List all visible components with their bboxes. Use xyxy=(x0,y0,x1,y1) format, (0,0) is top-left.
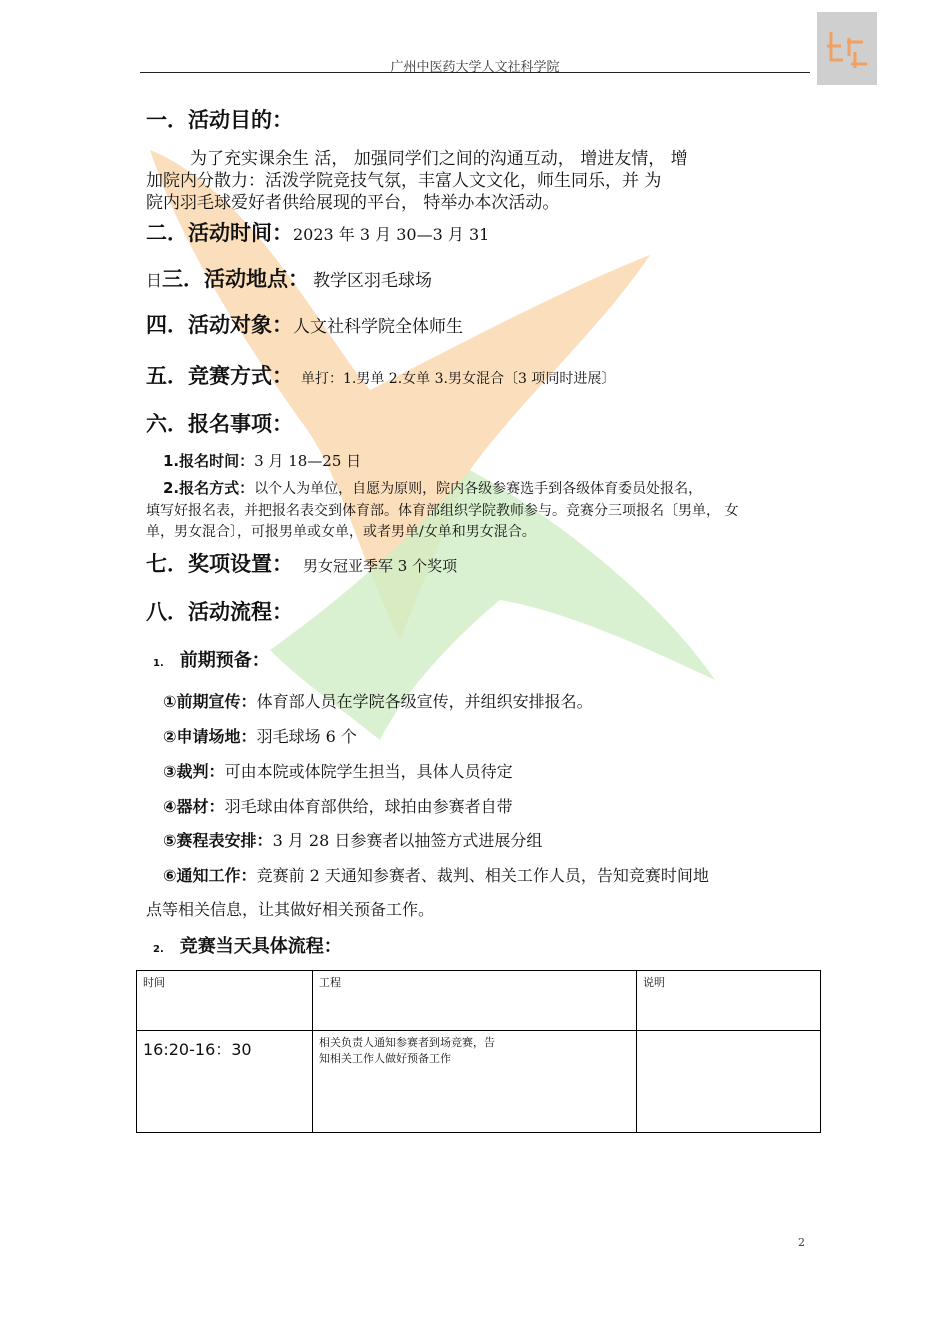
registration-time-value: 3 月 18—25 日 xyxy=(254,452,362,470)
registration-time-label: 1.报名时间： xyxy=(163,452,255,470)
registration-method-line2: 填写好报名表，并把报名表交到体育部。体育部组织学院教师参与。竞赛分三项报名〔男单， 女 xyxy=(146,503,739,519)
table-header-note: 说明 xyxy=(637,971,821,1031)
prep-item-1 xyxy=(163,689,593,712)
time-value-cont: 日 xyxy=(146,271,163,290)
subsection-preparation-title: 前期预备： xyxy=(179,650,270,671)
prep-item-6 xyxy=(163,863,709,886)
subsection-race-day-title: 竞赛当天具体流程： xyxy=(179,936,342,957)
page-number: 2 xyxy=(798,1236,805,1249)
awards-title-text: 七．奖项设置： xyxy=(146,552,293,576)
prep-item-6-text: 竞赛前 2 天通知参赛者、裁判、相关工作人员，告知竞赛时间地 xyxy=(256,866,709,885)
logo xyxy=(817,12,877,85)
subsection-preparation-num: 1. xyxy=(153,658,164,669)
section-title-location xyxy=(146,263,432,293)
awards-value: 男女冠亚季军 3 个奖项 xyxy=(303,557,458,575)
table-header-row xyxy=(137,971,821,1031)
table-cell-time: 16:20-16：30 xyxy=(137,1031,313,1133)
prep-item-4 xyxy=(163,794,513,817)
section-title-audience xyxy=(146,309,463,339)
table-header-time: 时间 xyxy=(137,971,313,1031)
subsection-preparation xyxy=(153,646,270,672)
section-title-process: 八．活动流程： xyxy=(146,600,293,624)
prep-item-2-label: ②申请场地： xyxy=(163,727,257,746)
purpose-line-3: 院内羽毛球爱好者供给展现的平台， 特举办本次活动。 xyxy=(146,193,560,213)
table-header-project: 工程 xyxy=(313,971,637,1031)
format-value: 单打：1.男单 2.女单 3.男女混合〔3 项同时进展〕 xyxy=(301,371,616,387)
table-cell-project-line1: 相关负责人通知参赛者到场竞赛，告 xyxy=(319,1036,495,1049)
section-title-registration: 六．报名事项： xyxy=(146,412,293,436)
header-rule xyxy=(140,72,810,73)
purpose-line-2: 加院内分散力：活泼学院竞技气氛，丰富人文文化，师生同乐，并 为 xyxy=(146,171,662,191)
prep-item-6-cont: 点等相关信息，让其做好相关预备工作。 xyxy=(146,900,435,919)
section-title-time xyxy=(146,217,489,247)
prep-item-2-text: 羽毛球场 6 个 xyxy=(256,727,357,746)
header-institution: 广州中医药大学人文社科学院 xyxy=(390,60,560,75)
subsection-race-day-num: 2. xyxy=(153,944,164,955)
prep-item-3-label: ③裁判： xyxy=(163,762,225,781)
registration-time xyxy=(163,450,361,471)
table-cell-project xyxy=(313,1031,637,1133)
schedule-table xyxy=(136,970,821,1133)
prep-item-3 xyxy=(163,759,513,782)
prep-item-4-label: ④器材： xyxy=(163,797,225,816)
format-title-text: 五．竞赛方式： xyxy=(146,364,293,388)
prep-item-5-label: ⑤赛程表安排： xyxy=(163,831,273,850)
prep-item-5 xyxy=(163,828,542,851)
prep-item-5-text: 3 月 28 日参赛者以抽签方式进展分组 xyxy=(272,831,543,850)
time-title-text: 二．活动时间： xyxy=(146,221,293,245)
prep-item-6-label: ⑥通知工作： xyxy=(163,866,257,885)
registration-method-line3: 单，男女混合〕，可报男单或女单，或者男单/女单和男女混合。 xyxy=(146,524,536,540)
subsection-race-day xyxy=(153,932,342,958)
logo-mark-icon xyxy=(817,12,877,85)
table-row xyxy=(137,1031,821,1133)
registration-method-line1: 以个人为单位，自愿为原则，院内各级参赛选手到各级体育委员处报名， xyxy=(254,481,703,497)
table-cell-project-line2: 知相关工作人做好预备工作 xyxy=(319,1052,451,1065)
purpose-line-1: 为了充实课余生 活， 加强同学们之间的沟通互动， 增进友情， 增 xyxy=(190,149,688,169)
prep-item-3-text: 可由本院或体院学生担当，具体人员待定 xyxy=(224,762,513,781)
section-title-awards xyxy=(146,548,457,578)
section-title-purpose: 一．活动目的： xyxy=(146,108,293,132)
prep-item-1-text: 体育部人员在学院各级宣传，并组织安排报名。 xyxy=(256,692,593,711)
location-title-text: 三．活动地点： xyxy=(162,267,310,291)
section-title-format xyxy=(146,360,615,390)
prep-item-2 xyxy=(163,724,357,747)
location-value: 教学区羽毛球场 xyxy=(313,271,433,291)
prep-item-1-label: ①前期宣传： xyxy=(163,692,257,711)
time-value: 2023 年 3 月 30—3 月 31 xyxy=(293,225,490,244)
audience-title-text: 四．活动对象： xyxy=(146,313,293,337)
registration-method-label: 2.报名方式： xyxy=(163,479,255,497)
prep-item-4-text: 羽毛球由体育部供给，球拍由参赛者自带 xyxy=(224,797,513,816)
registration-method xyxy=(163,477,702,498)
audience-value: 人文社科学院全体师生 xyxy=(293,317,463,337)
table-cell-note xyxy=(637,1031,821,1133)
